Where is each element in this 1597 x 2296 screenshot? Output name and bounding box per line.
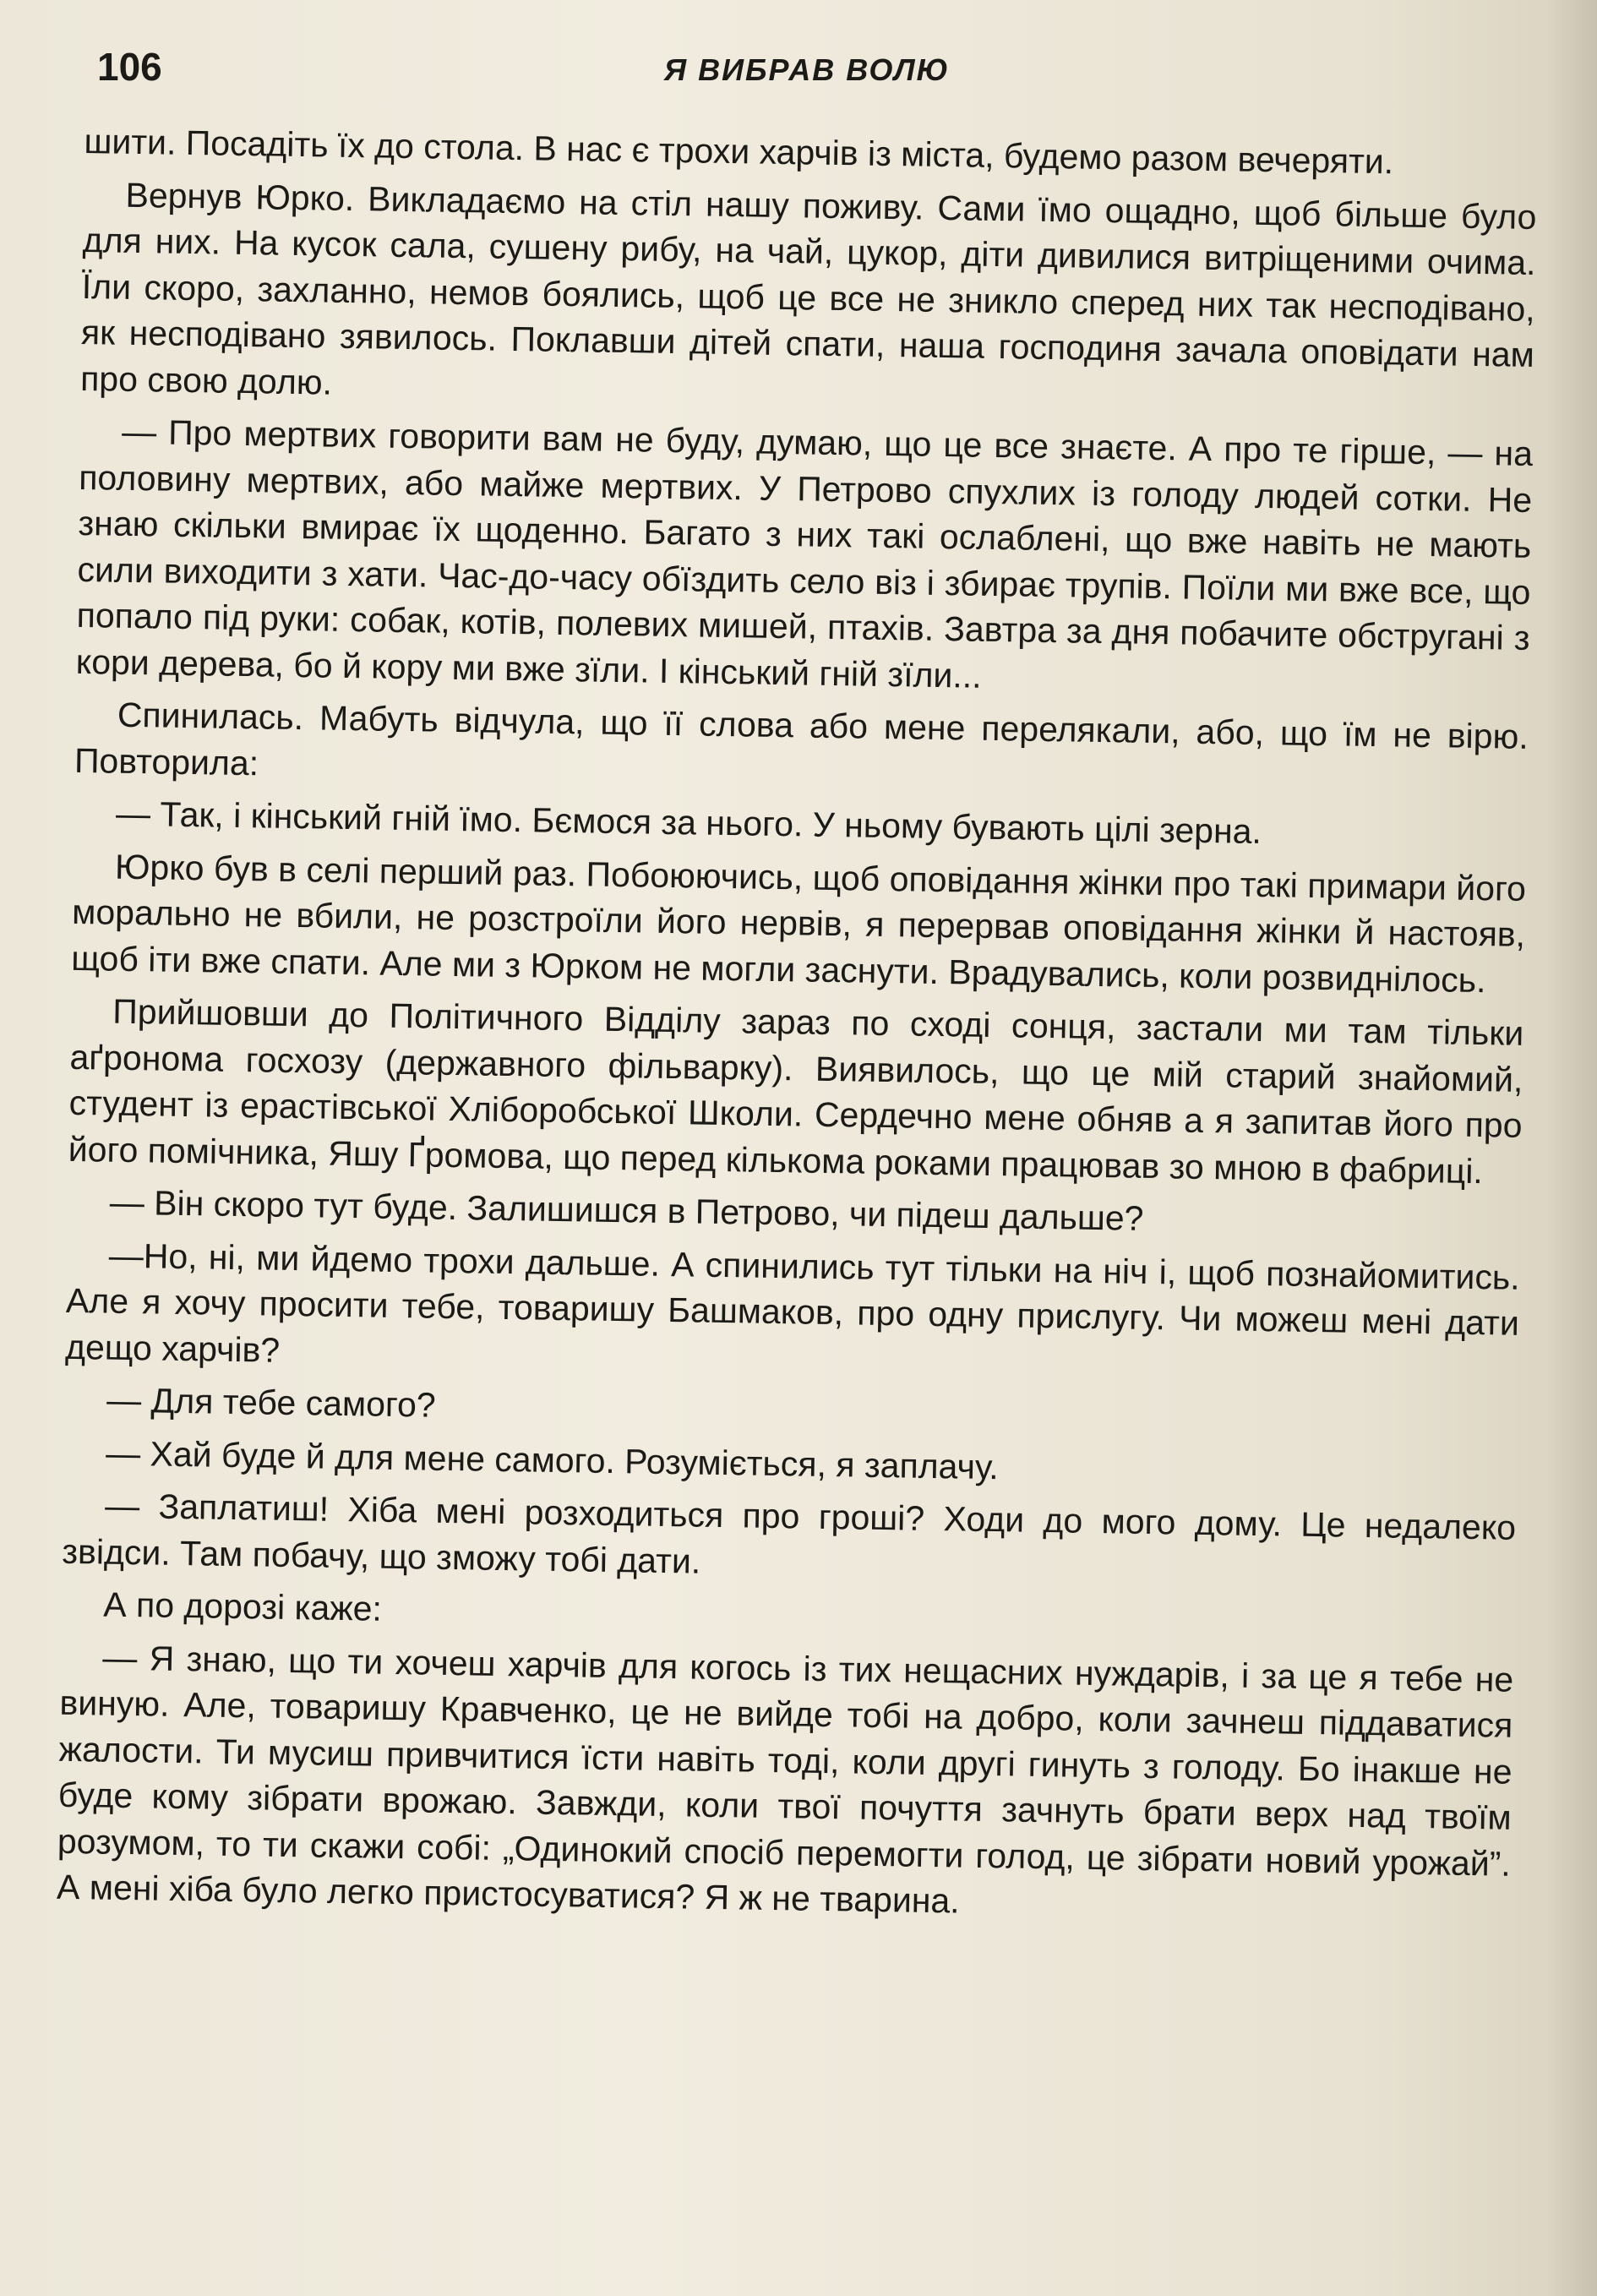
- page-number: 106: [97, 45, 162, 89]
- paragraph: — Я знаю, що ти хочеш харчів для когось із тих нещасних нуждарів, і за це я тебе не виную. Але, товаришу Кравченко, це не вийде тобі на добро, коли зачнеш піддаватися жалости. Ти мусиш привчитися їсти навіть тоді, коли другі гинуть з голоду. Бо інакше не буде кому зібрати врожаю. Завжди, коли твої почуття зачнуть брати верх над твоїм розумом, то ти скажи собі: „Одинокий спосіб перемогти голод, це зібрати новий урожай”. А мені хіба було легко пристосуватися? Я ж не тварина.: [56, 1638, 1514, 1921]
- paragraph: А по дорозі каже:: [103, 1584, 383, 1628]
- paragraph: Спинилась. Мабуть відчула, що її слова або мене перелякали, або, що їм не вірю. Повторила:: [74, 695, 1529, 783]
- paragraph: шити. Посадіть їх до стола. В нас є трохи харчів із міста, будемо разом вечеряти.: [84, 121, 1394, 182]
- paragraph: — Він скоро тут буде. Залишишся в Петрово, чи підеш дальше?: [109, 1182, 1144, 1238]
- paragraph: — Хай буде й для мене самого. Розуміється, я заплачу.: [105, 1433, 1000, 1486]
- paragraph: Прийшовши до Політичного Відділу зараз по сході сонця, застали ми там тільки аґронома госхозу (державного фільварку). Виявилось, що це мій старий знайомий, студент із ерастівської Хліборобської Школи. Сердечно мене обняв а я запитав його про його помічника, Яшу Ґромова, що перед кількома роками працював зо мною в фабриці.: [68, 991, 1524, 1191]
- page-header: [89, 44, 1525, 103]
- paragraph: — Для тебе самого?: [106, 1380, 436, 1425]
- body-text: [57, 118, 1538, 1939]
- page-edge-shadow: [1546, 0, 1597, 2296]
- paragraph: Вернув Юрко. Викладаємо на стіл нашу поживу. Сами їмо ощадно, щоб більше було для них. На кусок сала, сушену рибу, на чай, цукор, діти дивилися витріщеними очима. Їли скоро, захланно, немов боялись, щоб це все не зникло сперед них так несподівано, як несподівано зявилось. Поклавши дітей спати, наша господиня зачала оповідати нам про свою долю.: [79, 175, 1537, 402]
- paragraph: —Но, ні, ми йдемо трохи дальше. А спинились тут тільки на ніч і, щоб познайомитись. Але я хочу просити тебе, товаришу Башмаков, про одну прислугу. Чи можеш мені дати дещо харчів?: [64, 1235, 1521, 1370]
- running-title: Я ВИБРАВ ВОЛЮ: [663, 52, 951, 87]
- paragraph: — Так, і кінський гній їмо. Бємося за нього. У ньому бувають цілі зерна.: [115, 794, 1262, 851]
- paragraph: — Про мертвих говорити вам не буду, думаю, що це все знаєте. А про те гірше, — на половину мертвих, або майже мертвих. У Петрово спухлих із голоду людей сотки. Не знаю скільки вмирає їх щоденно. Багато з них такі ослаблені, що вже навіть не мають сили виходити з хати. Час-до-часу обїздить село віз і збирає трупів. Поїли ми вже все, що попало під руки: собак, котів, полевих мишей, птахів. Завтра за дня побачите обструганi з кори дерева, бо й кору ми вже зїли. І кінський гній зїли...: [75, 412, 1534, 695]
- paragraph: Юрко був в селі перший раз. Побоюючись, щоб оповідання жінки про такі примари його морально не вбили, не розстроїли його нервів, я перервав оповідання жінки й настояв, щоб іти вже спати. Але ми з Юрком не могли заснути. Врадувались, коли розвиднілось.: [71, 847, 1527, 1000]
- paragraph: — Заплатиш! Хіба мені розходиться про гроші? Ходи до мого дому. Це недалеко звідси. Там побачу, що зможу тобі дати.: [62, 1486, 1517, 1581]
